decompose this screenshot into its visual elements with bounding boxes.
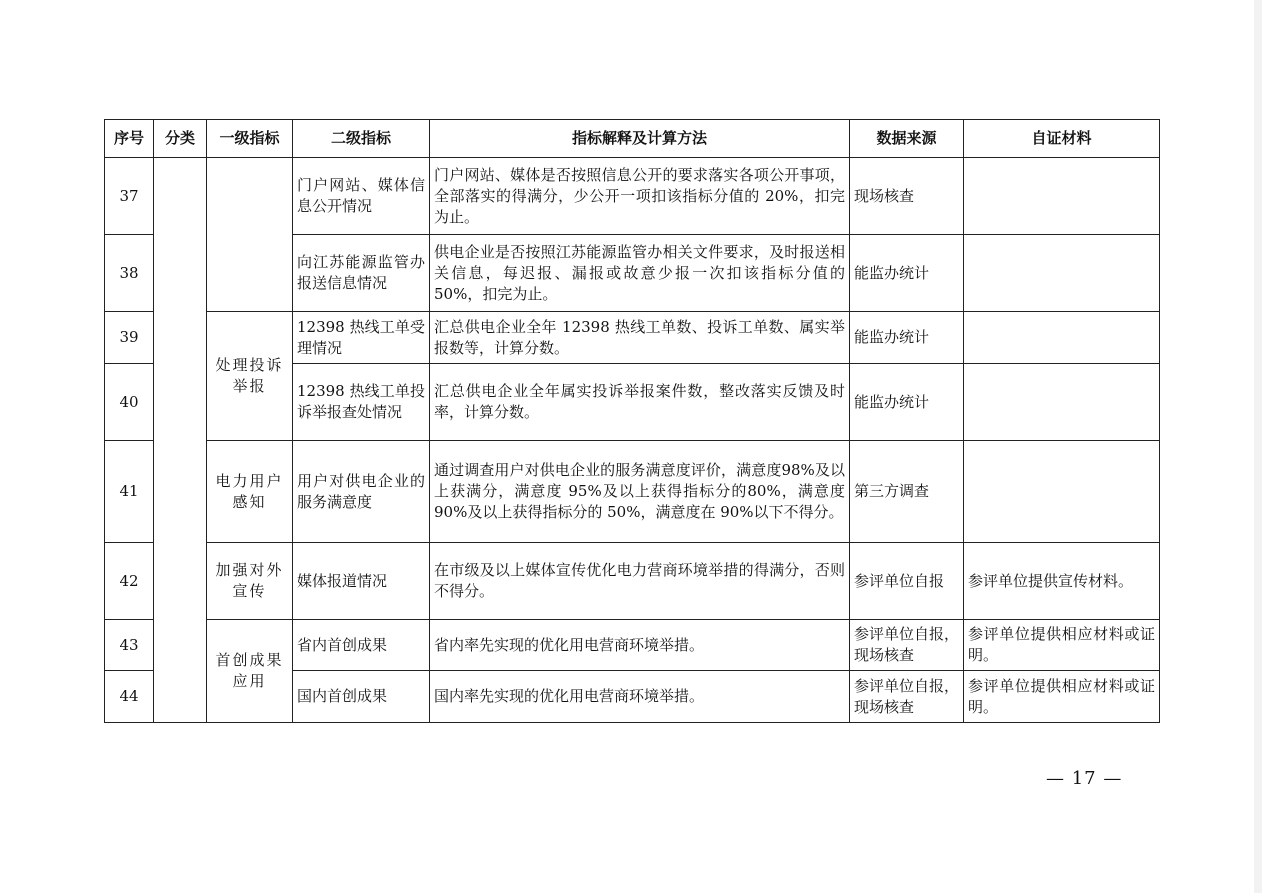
method-cell: 通过调查用户对供电企业的服务满意度评价，满意度98%及以上获满分，满意度 95%及以上获得指标分的80%，满意度 90%及以上获得指标分的 50%，满意度在 90%以下不得分。 (430, 441, 850, 543)
level2-cell: 门户网站、媒体信息公开情况 (293, 158, 430, 235)
header-cell: 自证材料 (964, 120, 1160, 158)
table-row (105, 441, 1160, 543)
evidence-cell (964, 441, 1160, 543)
evidence-cell: 参评单位提供相应材料或证明。 (964, 620, 1160, 671)
level1-cell: 首创成果应用 (207, 620, 293, 723)
row-number: 43 (105, 620, 154, 671)
source-cell: 参评单位自报 (850, 543, 964, 620)
header-cell: 序号 (105, 120, 154, 158)
source-cell: 能监办统计 (850, 364, 964, 441)
level2-cell: 12398 热线工单受理情况 (293, 312, 430, 364)
method-cell: 省内率先实现的优化用电营商环境举措。 (430, 620, 850, 671)
row-number: 38 (105, 235, 154, 312)
source-cell: 第三方调查 (850, 441, 964, 543)
method-cell: 门户网站、媒体是否按照信息公开的要求落实各项公开事项，全部落实的得满分，少公开一项扣该指标分值的 20%，扣完为止。 (430, 158, 850, 235)
row-number: 44 (105, 671, 154, 723)
method-cell: 汇总供电企业全年属实投诉举报案件数，整改落实反馈及时率，计算分数。 (430, 364, 850, 441)
header-cell: 一级指标 (207, 120, 293, 158)
level2-cell: 省内首创成果 (293, 620, 430, 671)
header-cell: 分类 (154, 120, 207, 158)
source-cell: 能监办统计 (850, 235, 964, 312)
table-row (105, 158, 1160, 235)
table-row (105, 620, 1160, 671)
level1-cell: 处理投诉举报 (207, 312, 293, 441)
evidence-cell: 参评单位提供相应材料或证明。 (964, 671, 1160, 723)
row-number: 39 (105, 312, 154, 364)
level2-cell: 国内首创成果 (293, 671, 430, 723)
table-row (105, 543, 1160, 620)
level2-cell: 12398 热线工单投诉举报查处情况 (293, 364, 430, 441)
header-cell: 数据来源 (850, 120, 964, 158)
evidence-cell (964, 312, 1160, 364)
level2-cell: 媒体报道情况 (293, 543, 430, 620)
scan-edge-strip (1254, 0, 1262, 893)
source-cell: 参评单位自报，现场核查 (850, 671, 964, 723)
method-cell: 汇总供电企业全年 12398 热线工单数、投诉工单数、属实举报数等，计算分数。 (430, 312, 850, 364)
evidence-cell (964, 235, 1160, 312)
method-cell: 供电企业是否按照江苏能源监管办相关文件要求，及时报送相关信息，每迟报、漏报或故意少报一次扣该指标分值的 50%，扣完为止。 (430, 235, 850, 312)
page-number: — 17 — (1046, 768, 1123, 789)
indicator-table (104, 119, 1160, 723)
row-number: 42 (105, 543, 154, 620)
header-cell: 二级指标 (293, 120, 430, 158)
table-header-row (105, 120, 1160, 158)
evidence-cell: 参评单位提供宣传材料。 (964, 543, 1160, 620)
level1-cell (207, 158, 293, 312)
level1-cell: 电力用户感知 (207, 441, 293, 543)
level2-cell: 用户对供电企业的服务满意度 (293, 441, 430, 543)
table-row (105, 312, 1160, 364)
category-cell (154, 158, 207, 723)
source-cell: 现场核查 (850, 158, 964, 235)
header-cell: 指标解释及计算方法 (430, 120, 850, 158)
method-cell: 在市级及以上媒体宣传优化电力营商环境举措的得满分，否则不得分。 (430, 543, 850, 620)
row-number: 37 (105, 158, 154, 235)
row-number: 40 (105, 364, 154, 441)
source-cell: 参评单位自报，现场核查 (850, 620, 964, 671)
evidence-cell (964, 364, 1160, 441)
evidence-cell (964, 158, 1160, 235)
level2-cell: 向江苏能源监管办报送信息情况 (293, 235, 430, 312)
level1-cell: 加强对外宣传 (207, 543, 293, 620)
source-cell: 能监办统计 (850, 312, 964, 364)
row-number: 41 (105, 441, 154, 543)
method-cell: 国内率先实现的优化用电营商环境举措。 (430, 671, 850, 723)
